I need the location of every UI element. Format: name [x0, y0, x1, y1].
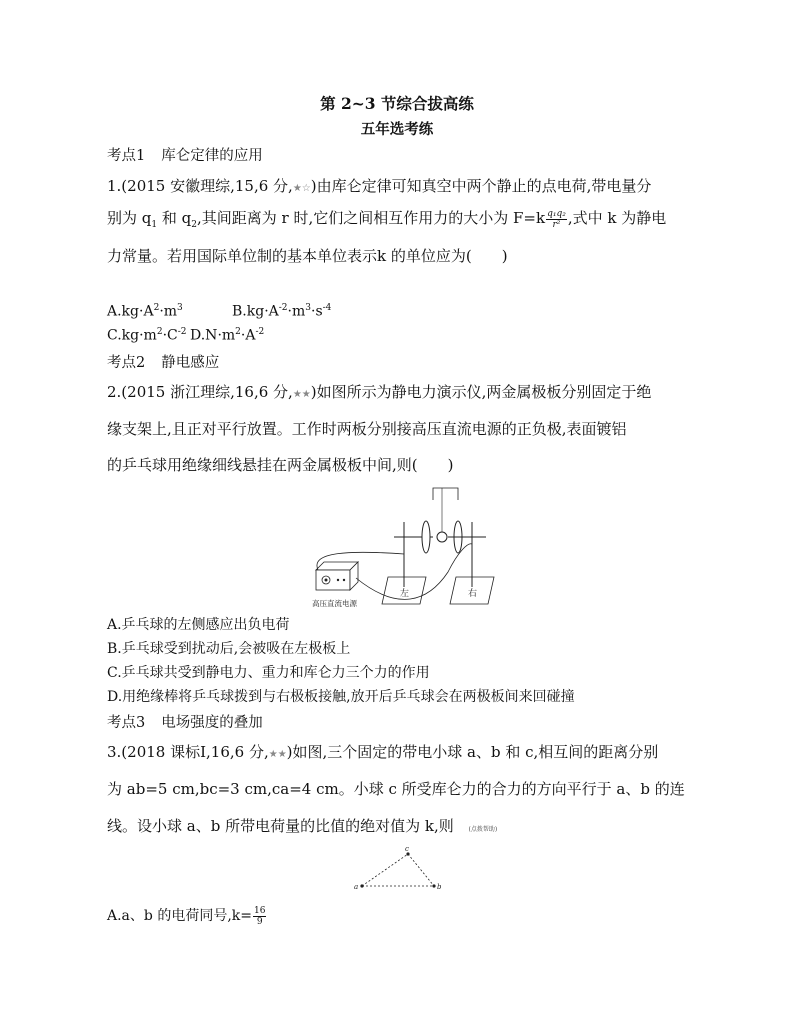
opt-text: A.a、b 的电荷同号,k=: [107, 908, 252, 924]
q3-option-a: [107, 905, 267, 927]
q2-line-3: 的乒乓球用绝缘细线悬挂在两金属极板中间,则( ): [107, 456, 454, 474]
q1-option-b: [232, 303, 331, 320]
opt-sup: 3: [305, 303, 311, 313]
q1-option-c: [107, 327, 187, 344]
coulomb-fraction: [546, 209, 567, 230]
q1-line-2: [107, 207, 666, 230]
opt-text: B.kg: [232, 303, 265, 320]
opt-text: ·s: [311, 303, 323, 320]
q1-sub: 2: [191, 220, 197, 230]
q2-lead: 2.(2015 浙江理综,16,6 分,: [107, 383, 293, 401]
point-a: [360, 884, 363, 887]
q3-line-2: 为 ab=5 cm,bc=3 cm,ca=4 cm。小球 c 所受库仑力的合力的方向平行于 a、b 的连: [107, 780, 685, 798]
left-label: 左: [400, 589, 410, 599]
opt-sup: -4: [322, 303, 332, 313]
difficulty-stars-icon: ★☆: [292, 183, 311, 194]
section-1-label: 考点1: [107, 148, 146, 164]
page-subtitle: 五年选考练: [360, 121, 434, 138]
opt-text: A.kg: [107, 303, 140, 320]
opt-sup: 2: [156, 327, 163, 337]
q1-option-d: [190, 327, 264, 344]
q1-sub: 1: [151, 220, 158, 230]
q1-text: 别为 q: [107, 209, 152, 227]
opt-text: ·A: [139, 303, 154, 320]
q1-line-1: [107, 175, 651, 196]
q2-lead-end: )如图所示为静电力演示仪,两金属极板分别固定于绝: [310, 383, 652, 401]
q2-option-b: B.乒乓球受到扰动后,会被吸在左极板上: [107, 641, 351, 657]
ping-pong-ball: [437, 532, 447, 542]
q3-lead: 3.(2018 课标Ⅰ,16,6 分,: [107, 743, 269, 761]
left-plate: [422, 521, 430, 553]
opt-text: ·m: [159, 303, 178, 320]
section-1-name: 库仑定律的应用: [161, 148, 263, 164]
section-3-name: 电场强度的叠加: [161, 715, 263, 731]
section-3-label: 考点3: [107, 715, 146, 731]
point-b: [432, 884, 435, 887]
fraction-numerator: 16: [253, 905, 266, 916]
q2-option-a: A.乒乓球的左侧感应出负电荷: [107, 617, 290, 633]
opt-sup: -2: [177, 327, 187, 337]
q3-lead-end: )如图,三个固定的带电小球 a、b 和 c,相互间的距离分别: [286, 743, 659, 761]
q2-line-2: 缘支架上,且正对平行放置。工作时两板分别接高压直流电源的正负极,表面镀铝: [107, 420, 627, 438]
section-3-heading: [107, 711, 263, 732]
opt-text: ·m: [287, 303, 306, 320]
opt-sup: 2: [153, 303, 160, 313]
opt-sup: -2: [255, 327, 265, 337]
label-a: a: [354, 883, 359, 891]
q3-line-1: [107, 741, 658, 762]
fraction-denominator: 9: [256, 916, 263, 927]
q1-lead: 1.(2015 安徽理综,15,6 分,: [107, 177, 293, 195]
section-1-heading: [107, 144, 263, 165]
opt-sup: 2: [235, 327, 241, 337]
opt-sup: 3: [177, 303, 183, 313]
q1-text: ,式中 k 为静电: [567, 209, 667, 227]
opt-text: ·A: [240, 327, 256, 344]
electrostatic-demonstrator-figure: [308, 482, 508, 622]
section-2-label: 考点2: [107, 355, 146, 371]
power-supply-caption: 高压直流电源: [312, 599, 357, 608]
q1-line-3: 力常量。若用国际单位制的基本单位表示k 的单位应为( ): [107, 247, 508, 265]
q1-text: ,其间距离为 r 时,它们之间相互作用力的大小为 F=k: [196, 209, 546, 227]
section-2-name: 静电感应: [161, 355, 220, 371]
q1-option-a: [107, 303, 183, 320]
opt-text: ·m: [139, 327, 157, 344]
opt-text: ·A: [264, 303, 279, 320]
fraction-numerator: q₁q₂: [547, 208, 566, 219]
page-title: 第 2~3 节综合拔高练: [320, 94, 474, 113]
q2-line-1: [107, 381, 651, 402]
difficulty-stars-icon: ★★: [292, 389, 311, 400]
section-2-heading: [107, 351, 219, 372]
q3-note: (点拨帮助): [468, 826, 498, 833]
triangle-figure: [348, 846, 448, 896]
label-c: c: [405, 846, 409, 853]
right-label: 右: [468, 589, 478, 599]
difficulty-stars-icon: ★★: [268, 749, 287, 760]
q3-line-3: [107, 815, 497, 836]
q1-text: 和 q: [157, 209, 192, 227]
opt-sup: -2: [278, 303, 288, 313]
opt-text: ·m: [217, 327, 236, 344]
q2-option-d: D.用绝缘棒将乒乓球拨到与右极板接触,放开后乒乓球会在两极板间来回碰撞: [107, 689, 575, 705]
label-b: b: [437, 883, 442, 891]
q1-lead-end: )由库仑定律可知真空中两个静止的点电荷,带电量分: [310, 177, 652, 195]
q3-text: 线。设小球 a、b 所带电荷量的比值的绝对值为 k,则: [107, 817, 454, 835]
q2-option-c: C.乒乓球共受到静电力、重力和库仑力三个力的作用: [107, 665, 430, 681]
opt-text: ·C: [162, 327, 178, 344]
opt-text: D.N: [190, 327, 218, 344]
fraction-denominator: r²: [552, 219, 561, 230]
k-fraction: [253, 906, 266, 927]
opt-text: C.kg: [107, 327, 140, 344]
